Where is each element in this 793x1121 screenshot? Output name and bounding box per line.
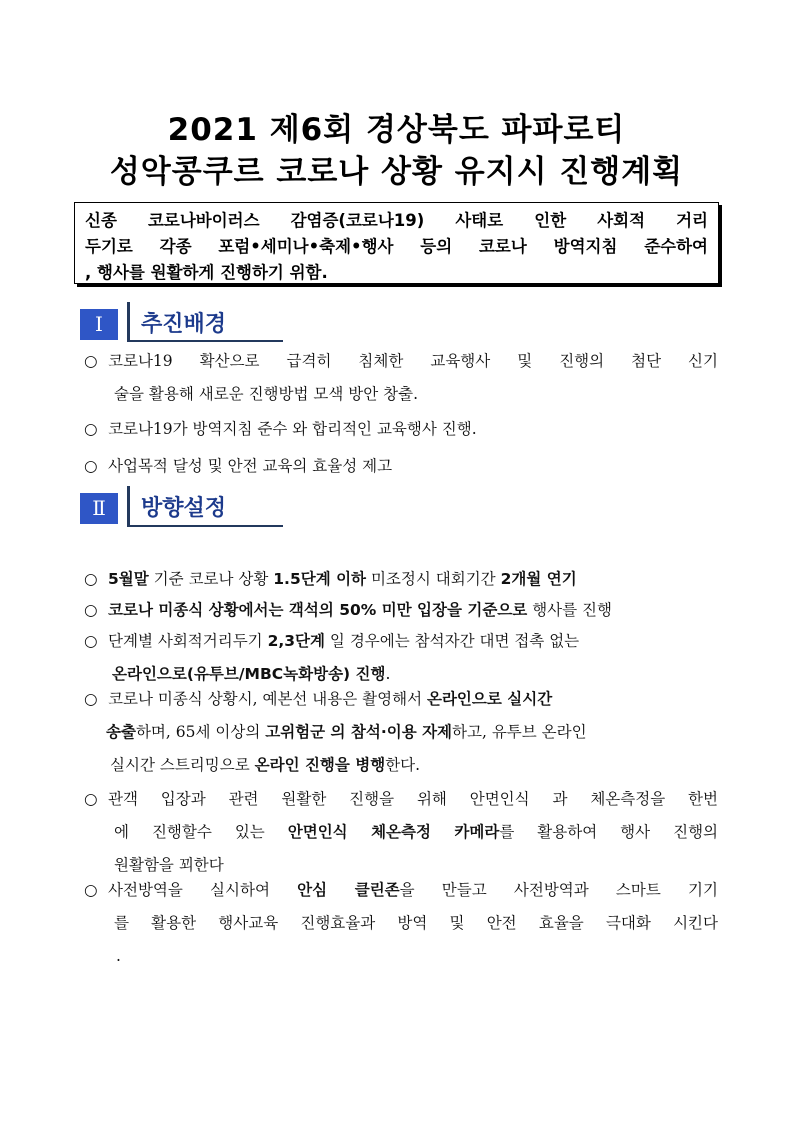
bullet-circle: ○: [84, 457, 98, 475]
bold-text: 2,3단계: [267, 632, 325, 650]
item-text: 한다.: [385, 756, 421, 774]
item-text: 을 만들고 사전방역과 스마트 기기: [399, 881, 718, 899]
section-2-underline: [127, 525, 283, 527]
section-2-item-1: [84, 563, 577, 596]
item-text: 코로나19가 방역지침 준수 와 합리적인 교육행사 진행.: [108, 420, 477, 438]
section-1-divider: [127, 302, 130, 342]
summary-line-3: , 행사를 원활하게 진행하기 위함.: [85, 263, 328, 282]
section-2-item-6: [84, 874, 718, 973]
bold-text: 온라인으로 실시간: [426, 690, 553, 708]
item-text: 하며, 65세 이상의: [135, 723, 266, 741]
item-text: 기준 코로나 상황: [148, 570, 274, 588]
item-text: 일 경우에는 참석자간 대면 접촉 없는: [325, 632, 580, 650]
bullet-circle: ○: [84, 601, 98, 619]
item-text: 사업목적 달성 및 안전 교육의 효율성 제고: [108, 457, 393, 475]
section-2-item-4: [84, 683, 587, 782]
bullet-circle: ○: [84, 690, 98, 708]
section-1-item-1: [84, 345, 718, 411]
item-text-cont: 술을 활용해 새로운 진행방법 모색 방안 창출.: [114, 385, 419, 403]
section-2-item-3: [84, 625, 579, 691]
bullet-circle: ○: [84, 881, 98, 899]
section-2-number: Ⅱ: [80, 493, 118, 524]
bold-text: 2개월 연기: [500, 570, 577, 588]
item-text: 행사를 진행: [527, 601, 612, 619]
page-title-line1: 2021 제6회 경상북도 파파로티: [167, 112, 626, 148]
bullet-circle: ○: [84, 570, 98, 588]
bold-text: 송출: [106, 723, 136, 741]
bullet-circle: ○: [84, 420, 98, 438]
summary-line-2: 두기로 각종 포럼•세미나•축제•행사 등의 코로나 방역지침 준수하여: [85, 237, 708, 256]
bullet-circle: ○: [84, 632, 98, 650]
section-2-title: 방향설정: [141, 496, 227, 521]
bold-text: 온라인으로(유투브/MBC녹화방송) 진행: [112, 665, 386, 683]
section-2-item-5: [84, 783, 718, 882]
item-text: 코로나 미종식 상황시, 예본선 내용은 촬영해서: [108, 690, 427, 708]
page-title-line2: 성악콩쿠르 코로나 상황 유지시 진행계획: [109, 154, 684, 190]
summary-box: [74, 202, 719, 284]
bold-text: 코로나 미종식 상황에서는 객석의 50% 미만 입장을 기준으로: [108, 601, 528, 619]
bold-text: 안면인식 체온측정 카메라: [287, 823, 500, 841]
item-text: 사전방역을 실시하여: [108, 881, 298, 899]
item-text: .: [116, 947, 121, 965]
bold-text: 5월말: [108, 570, 149, 588]
bullet-circle: ○: [84, 790, 98, 808]
item-text: 를 활용하여 행사 진행의: [499, 823, 719, 841]
section-2-divider: [127, 486, 130, 526]
section-1-title: 추진배경: [141, 312, 227, 337]
bold-text: 1.5단계 이하: [273, 570, 367, 588]
item-text: .: [385, 665, 391, 683]
section-1-item-3: [84, 450, 392, 483]
section-2-item-2: [84, 594, 612, 627]
item-text: 단계별 사회적거리두기: [108, 632, 268, 650]
item-text: 원활함을 꾀한다: [114, 856, 224, 874]
summary-line-1: 신종 코로나바이러스 감염증(코로나19) 사태로 인한 사회적 거리: [85, 211, 708, 230]
bold-text: 안심 클린존: [297, 881, 400, 899]
item-text: 관객 입장과 관련 원활한 진행을 위해 안면인식 과 체온측정을 한번: [108, 790, 718, 808]
item-text: 에 진행할수 있는: [114, 823, 288, 841]
bold-text: 고위험군 의 참석·이용 자제: [265, 723, 453, 741]
item-text: 를 활용한 행사교육 진행효율과 방역 및 안전 효율을 극대화 시킨다: [114, 914, 718, 932]
section-1-item-2: [84, 413, 477, 446]
item-text: 실시간 스트리밍으로: [110, 756, 255, 774]
section-1-underline: [127, 340, 283, 342]
item-text: 미조정시 대회기간: [366, 570, 501, 588]
bold-text: 온라인 진행을 병행: [254, 756, 386, 774]
bullet-circle: ○: [84, 352, 98, 370]
section-1-number: Ⅰ: [80, 309, 118, 340]
item-text: 코로나19 확산으로 급격히 침체한 교육행사 및 진행의 첨단 신기: [108, 352, 718, 370]
item-text: 하고, 유투브 온라인: [452, 723, 587, 741]
